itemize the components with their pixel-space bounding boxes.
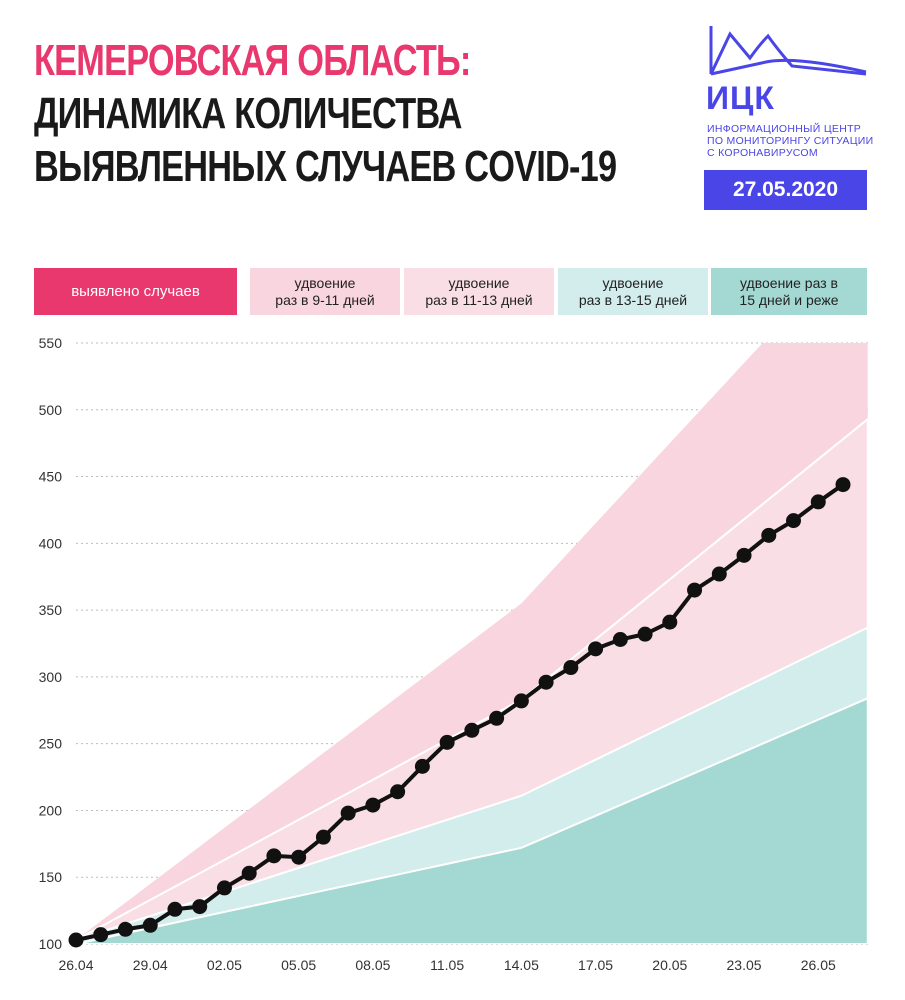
y-tick-label: 150 [38, 869, 62, 886]
x-tick-label: 29.04 [132, 957, 168, 973]
x-tick-label: 14.05 [503, 957, 539, 973]
y-tick-label: 400 [38, 535, 62, 552]
y-tick-label: 250 [38, 735, 62, 752]
data-point [737, 548, 752, 563]
data-point [811, 494, 826, 509]
data-point [539, 675, 554, 690]
legend-band-line: удвоение [294, 274, 356, 291]
data-point [489, 711, 504, 726]
data-point [316, 830, 331, 845]
data-point [613, 632, 628, 647]
data-point [638, 627, 653, 642]
data-point [242, 866, 257, 881]
logo-desc-line: С КОРОНАВИРУСОМ [707, 147, 818, 159]
y-tick-label: 300 [38, 668, 62, 685]
x-tick-label: 26.04 [58, 957, 94, 973]
data-point [118, 922, 133, 937]
data-point [143, 918, 158, 933]
y-tick-label: 450 [38, 468, 62, 485]
x-tick-label: 23.05 [726, 957, 762, 973]
data-point [167, 902, 182, 917]
x-tick-label: 17.05 [578, 957, 614, 973]
legend-band-line: 15 дней и реже [739, 291, 839, 308]
x-tick-label: 26.05 [800, 957, 836, 973]
title-region: КЕМЕРОВСКАЯ ОБЛАСТЬ: [34, 36, 471, 85]
data-point [588, 641, 603, 656]
title-dynamics: ДИНАМИКА КОЛИЧЕСТВА [34, 89, 462, 138]
title-cases: ВЫЯВЛЕННЫХ СЛУЧАЕВ COVID-19 [34, 142, 617, 191]
x-tick-label: 11.05 [430, 957, 465, 973]
data-point [93, 927, 108, 942]
data-point [464, 723, 479, 738]
logo-name: ИЦК [706, 80, 775, 116]
data-point [786, 513, 801, 528]
legend-band-line: удвоение [602, 274, 664, 291]
y-tick-label: 500 [38, 401, 62, 418]
x-tick-label: 20.05 [652, 957, 688, 973]
legend-band-line: раз в 9-11 дней [275, 291, 375, 308]
data-point [266, 848, 281, 863]
logo-desc-line: ИНФОРМАЦИОННЫЙ ЦЕНТР [707, 123, 862, 135]
data-point [365, 798, 380, 813]
legend-band-line: раз в 11-13 дней [425, 291, 533, 308]
data-point [415, 759, 430, 774]
data-point [192, 899, 207, 914]
data-point [69, 932, 84, 947]
data-point [341, 806, 356, 821]
y-tick-label: 100 [38, 936, 62, 952]
date-badge: 27.05.2020 [704, 170, 867, 210]
data-point [390, 784, 405, 799]
x-tick-label: 02.05 [206, 957, 242, 973]
data-point [514, 693, 529, 708]
data-point [217, 880, 232, 895]
bands-group [76, 229, 868, 944]
data-point [761, 528, 776, 543]
data-point [440, 735, 455, 750]
x-tick-label: 08.05 [355, 957, 391, 973]
data-point [712, 567, 727, 582]
data-point [687, 583, 702, 598]
y-tick-label: 350 [38, 602, 62, 619]
legend-band-line: удвоение раз в [740, 274, 838, 291]
legend-band-line: удвоение [448, 274, 510, 291]
y-tick-label: 200 [38, 802, 62, 819]
y-tick-label: 550 [38, 335, 62, 351]
data-point [291, 850, 306, 865]
logo-desc-line: ПО МОНИТОРИНГУ СИТУАЦИИ [707, 135, 874, 147]
legend-band-line: раз в 13-15 дней [578, 291, 688, 308]
legend-cases-label: выявлено случаев [71, 283, 200, 300]
data-point [563, 660, 578, 675]
data-point [662, 615, 677, 630]
x-tick-label: 05.05 [281, 957, 317, 973]
data-point [836, 477, 851, 492]
